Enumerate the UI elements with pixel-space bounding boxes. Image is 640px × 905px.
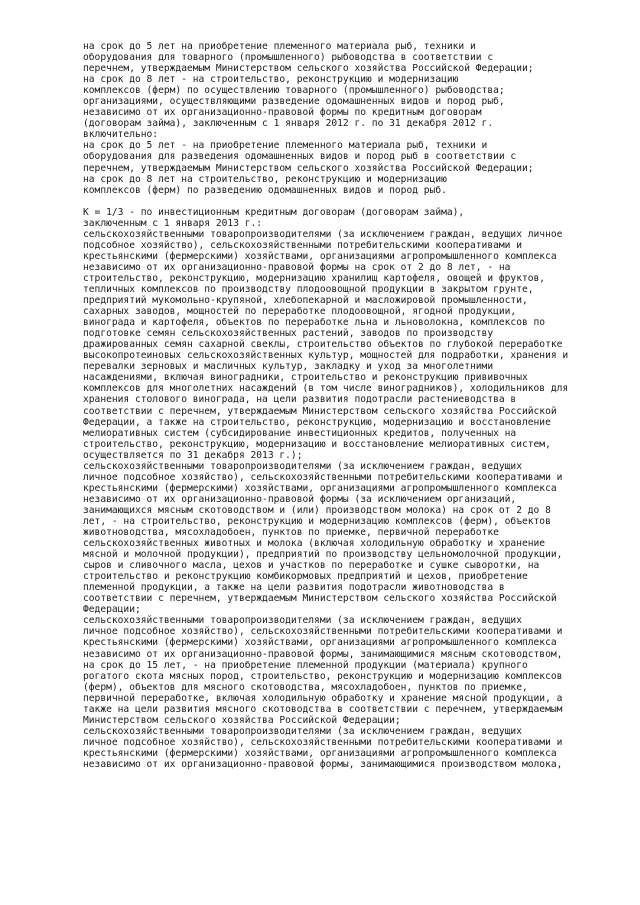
document-page	[83, 41, 615, 770]
paragraph-crop-production: сельскохозяйственными товаропроизводителями (за исключением граждан, ведущих личное подсобное хозяйство), сельскохозяйственными потребительскими кооперативами и крестьянскими (фермерскими) хозяйствами, организациями агропромышленного комплекса независимо от их организационно-правовой формы на срок от 2 до 8 лет, - на строительство, реконструкцию, модернизацию хранилищ картофеля, овощей и фруктов, тепличных комплексов по производству плодоовощной продукции в закрытом грунте, предприятий мукомольно-крупяной, хлебопекарной и масложировой промышленности, сахарных заводов, мощностей по переработке плодоовощной, ягодной продукции, винограда и картофеля, объектов по переработке льна и льноволокна, комплексов по подготовке семян сельскохозяйственных растений, заводов по производству дражированных семян сахарной свеклы, строительство объектов по глубокой переработке высокопротеиновых сельскохозяйственных культур, мощностей для подработки, хранения и перевалки зерновых и масличных культур, закладку и уход за многолетними насаждениями, включая виноградники, строительство и реконструкцию прививочных комплексов для многолетних насаждений (в том числе виноградников), холодильников для хранения столового винограда, на цели развития подотрасли растениеводства в соответствии с перечнем, утверждаемым Министерством сельского хозяйства Российской Федерации, а также на строительство, реконструкцию, модернизацию и восстановление мелиоративных систем (субсидирование инвестиционных кредитов, полученных на строительство, реконструкцию, модернизацию и восстановление мелиоративных систем, осуществляется по 31 декабря 2013 г.);	[83, 228, 569, 461]
paragraph-domesticated-fish-8-years: на срок до 8 лет на строительство, реконструкцию и модернизацию комплексов (ферм) по разведению одомашненных видов и пород рыб.	[83, 173, 447, 196]
paragraph-coefficient-k: К = 1/3 - по инвестиционным кредитным договорам (договорам займа), заключенным с 1 января 2013 г.:	[83, 206, 465, 229]
paragraph-spacer	[83, 196, 615, 207]
paragraph-livestock: сельскохозяйственными товаропроизводителями (за исключением граждан, ведущих личное подсобное хозяйство), сельскохозяйственными потребительскими кооперативами и крестьянскими (фермерскими) хозяйствами, организациями агропромышленного комплекса независимо от их организационно-правовой формы (за исключением организаций, занимающихся мясным скотоводством и (или) производством молока) на срок от 2 до 8 лет, - на строительство, реконструкцию и модернизацию комплексов (ферм), объектов животноводства, мясохладобоен, пунктов по приемке, первичной переработке сельскохозяйственных животных и молока (включая холодильную обработку и хранение мясной и молочной продукции), предприятий по производству цельномолочной продукции, сыров и сливочного масла, цехов и участков по переработке и сушке сыворотки, на строительство и реконструкцию комбикормовых предприятий и цехов, приобретение племенной продукции, а также на цели развития подотрасли животноводства в соответствии с перечнем, утверждаемым Министерством сельского хозяйства Российской Федерации;	[83, 460, 563, 616]
paragraph-fish-organizations: организациями, осуществляющими разведение одомашненных видов и пород рыб, независимо от их организационно-правовой формы по кредитным договорам (договорам займа), заключенным с 1 января 2012 г. по 31 декабря 2012 г. включительно:	[83, 96, 505, 141]
paragraph-beef-cattle: сельскохозяйственными товаропроизводителями (за исключением граждан, ведущих личное подсобное хозяйство), сельскохозяйственными потребительскими кооперативами и крестьянскими (фермерскими) хозяйствами, организациями агропромышленного комплекса независимо от их организационно-правовой формы, занимающимися мясным скотоводством, на срок до 15 лет, - на приобретение племенной продукции (материала) крупного рогатого скота мясных пород, строительство, реконструкцию и модернизацию комплексов (ферм), объектов для мясного скотоводства, мясохладобоен, пунктов по приемке, первичной переработке, включая холодильную обработку и хранение мясной продукции, а также на цели развития мясного скотоводства в соответствии с перечнем, утверждаемым Министерством сельского хозяйства Российской Федерации;	[83, 615, 563, 726]
paragraph-fish-breeding-8-years: на срок до 8 лет - на строительство, реконструкцию и модернизацию комплексов (ферм) по осуществлению товарного (промышленного) рыбоводства;	[83, 74, 505, 97]
paragraph-domesticated-fish-5-years: на срок до 5 лет - на приобретение племенного материала рыб, техники и оборудования для разведения одомашненных видов и пород рыб в соответствии с перечнем, утверждаемым Министерством сельского хозяйства Российской Федерации;	[83, 140, 534, 174]
paragraph-fish-breeding-5-years: на срок до 5 лет на приобретение племенного материала рыб, техники и оборудования для товарного (промышленного) рыбоводства в соответствии с перечнем, утверждаемым Министерством сельского хозяйства Российской Федерации;	[83, 41, 534, 75]
paragraph-milk-production: сельскохозяйственными товаропроизводителями (за исключением граждан, ведущих личное подсобное хозяйство), сельскохозяйственными потребительскими кооперативами и крестьянскими (фермерскими) хозяйствами, организациями агропромышленного комплекса независимо от их организационно-правовой формы, занимающимися производством молока,	[83, 725, 563, 770]
